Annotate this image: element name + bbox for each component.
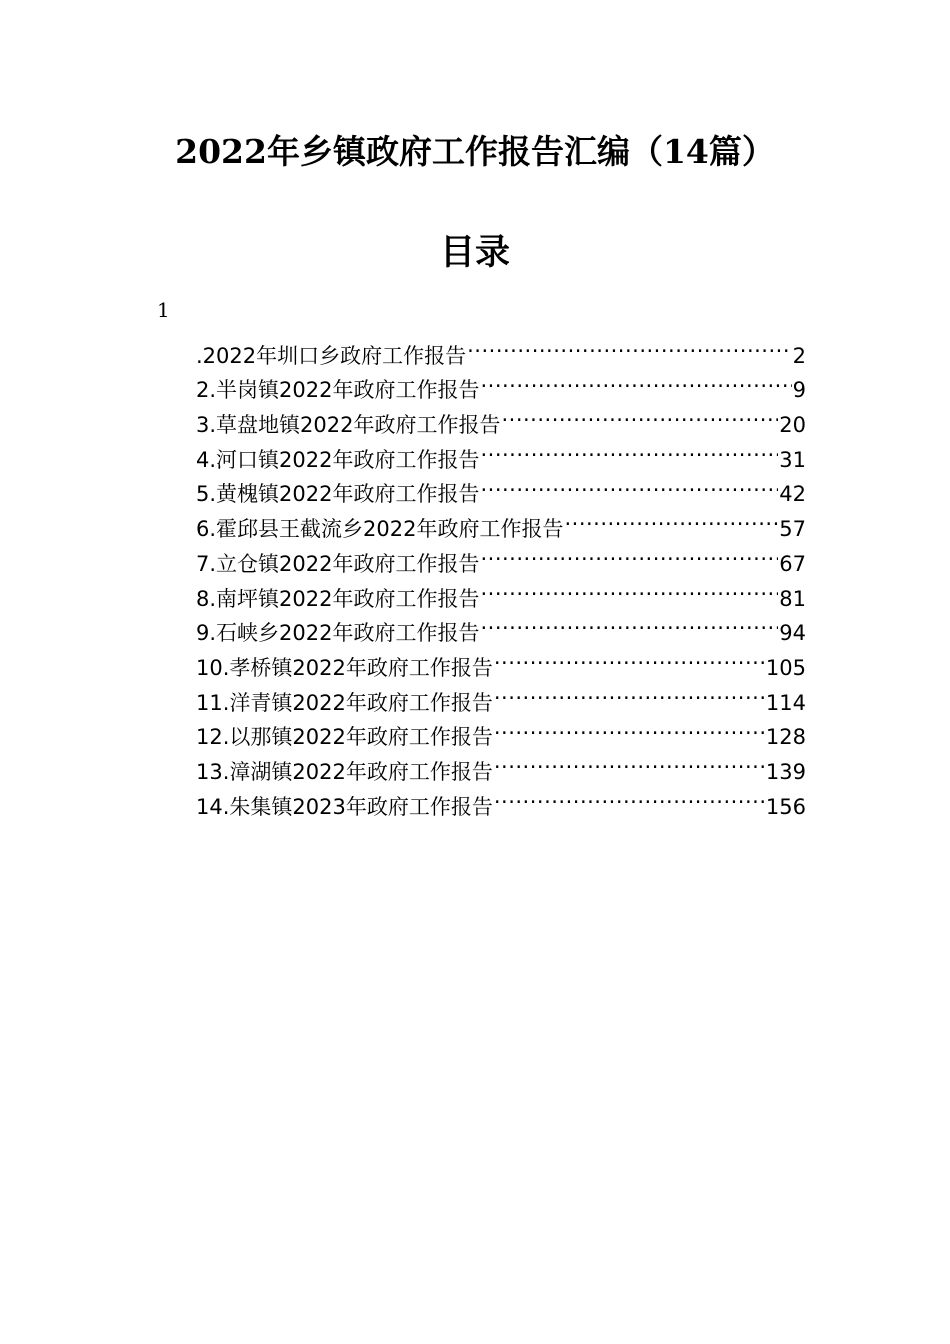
toc-dot-leader [564,501,778,536]
toc-entry-page: 114 [765,690,806,715]
toc-entry-label: 5.黄槐镇2022年政府工作报告 [196,482,480,507]
toc-entry-page: 20 [779,413,806,438]
toc-entry-label: 6.霍邱县王截流乡2022年政府工作报告 [196,517,564,542]
toc-dot-leader [480,536,778,571]
toc-stray-number: 1 [157,298,170,322]
toc-entry-label: 4.河口镇2022年政府工作报告 [196,447,480,472]
toc-entry-page: 57 [779,517,806,542]
toc-entry-label: 14.朱集镇2023年政府工作报告 [196,794,493,819]
toc-entry-label: 9.石峡乡2022年政府工作报告 [196,621,480,646]
document-title: 2022年乡镇政府工作报告汇编（14篇） [175,132,775,171]
toc-entry-page: 9 [792,378,806,403]
toc-entry[interactable] [196,328,806,368]
toc-dot-leader [480,432,778,467]
toc-dot-leader [480,363,791,398]
toc-dot-leader [494,744,765,779]
toc-entry-page: 139 [765,759,806,784]
toc-dot-leader [467,328,792,363]
toc-entry-label: 12.以那镇2022年政府工作报告 [196,725,493,750]
toc-entry-label: 7.立仓镇2022年政府工作报告 [196,551,480,576]
toc-entry-label: 13.漳湖镇2022年政府工作报告 [196,759,493,784]
toc-dot-leader [494,779,765,814]
toc-entry-page: 156 [765,794,806,819]
toc-entry-page: 94 [779,621,806,646]
toc-entry-page: 42 [779,482,806,507]
toc-dot-leader [494,675,765,710]
toc-entry-label: 10.孝桥镇2022年政府工作报告 [196,655,493,680]
table-of-contents [196,328,806,819]
toc-entry-label: 11.洋青镇2022年政府工作报告 [196,690,493,715]
toc-entry-label: 2.半岗镇2022年政府工作报告 [196,378,480,403]
toc-heading: 目录 [439,232,510,273]
toc-entry-label: 3.草盘地镇2022年政府工作报告 [196,413,501,438]
toc-entry-page: 128 [765,725,806,750]
toc-dot-leader [480,606,778,641]
toc-entry-label: 8.南坪镇2022年政府工作报告 [196,586,480,611]
toc-dot-leader [494,710,765,745]
toc-entry-page: 105 [765,655,806,680]
toc-entry-label: .2022年圳口乡政府工作报告 [196,343,467,368]
toc-entry-page: 81 [779,586,806,611]
toc-dot-leader [480,571,778,606]
toc-dot-leader [501,397,778,432]
toc-entry-page: 2 [792,343,806,368]
toc-entry-page: 31 [779,447,806,472]
toc-dot-leader [480,467,778,502]
toc-dot-leader [494,640,765,675]
toc-entry-page: 67 [779,551,806,576]
